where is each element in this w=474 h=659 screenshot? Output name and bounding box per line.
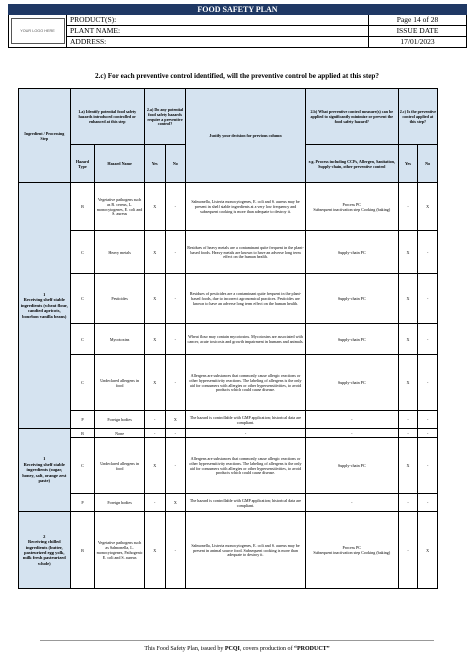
table-row [19, 512, 438, 589]
require-yes: X [144, 231, 165, 274]
control-measure: Process PC Subsequent inactivation step Cooking (baking) [305, 512, 398, 589]
applied-yes: - [398, 411, 418, 429]
footer-prefix: This Food Safety Plan, issued by [144, 646, 225, 652]
justify-header: Justify your decision for previous column [186, 89, 306, 183]
applied-no: - [418, 494, 438, 512]
logo-placeholder: YOUR LOGO HERE [11, 18, 65, 44]
require-no: - [165, 183, 186, 231]
require-yes: X [144, 183, 165, 231]
applied-no: - [418, 324, 438, 355]
footer-middle: , covers production of [239, 646, 294, 652]
processing-step-cell: 1 Receiving shelf stable ingredients (sugar, honey, salt, orange zest paste) [19, 429, 71, 512]
require-yes: - [144, 411, 165, 429]
control-measure: Process PC Subsequent inactivation step Cooking (baking) [305, 183, 398, 231]
table-row [19, 274, 438, 324]
require-no: - [165, 355, 186, 411]
hazard-name: None [95, 429, 145, 438]
hazard-type: P [70, 411, 95, 429]
table-row [19, 411, 438, 429]
require-yes: X [144, 438, 165, 494]
applied-no: - [418, 231, 438, 274]
justification: - [186, 429, 306, 438]
require-yes: - [144, 494, 165, 512]
hazard-name: Undeclared allergens in food [95, 355, 145, 411]
applied-yes-header: Yes [398, 145, 418, 183]
table-row [19, 429, 438, 438]
page-footer [0, 646, 474, 652]
require-yes: X [144, 355, 165, 411]
require-yes: X [144, 512, 165, 589]
require-yes: X [144, 274, 165, 324]
hazard-name: Vegetative pathogens such as B. cereus, L. monocytogenes, E. coli and S. aureus [95, 183, 145, 231]
control-measure: Supply-chain PC [305, 274, 398, 324]
page-number: Page 14 of 28 [369, 15, 467, 26]
applied-yes: X [398, 355, 418, 411]
applied-yes: X [398, 438, 418, 494]
applied-no: - [418, 411, 438, 429]
require-yes: X [144, 324, 165, 355]
justification: Residues of heavy metals are a contaminant quite frequent in the plant-based foods. Heavy metals are known to have an adverse long term effect on the human health. [186, 231, 306, 274]
require-no: - [165, 274, 186, 324]
issue-date-value: 17/01/2023 [369, 37, 467, 48]
control-measure: Supply-chain PC [305, 438, 398, 494]
hazard-type: C [70, 438, 95, 494]
justification: Salmonella, Listeria monocytogenes, E. coli and S. aureus may be present in shelf stable ingredients at a very low frequency and subsequent cooking is more than adequate to destroy it. [186, 183, 306, 231]
applied-no: - [418, 274, 438, 324]
process-example-header: e.g. Process including CCPs, Allergen, Sanitation, Supply-chain, other preventive control [305, 145, 398, 183]
hazard-name: Vegetative pathogens such as Salmonella, L. monocytogenes, Pathogenic E. coli and S. aureus [95, 512, 145, 589]
hazard-type: P [70, 494, 95, 512]
hazard-name-header: Hazard Name [95, 145, 145, 183]
hazard-name: Undeclared allergens in food [95, 438, 145, 494]
table-row [19, 438, 438, 494]
control-applied-header: 2.c) Is the preventive control applied at this step? [398, 89, 437, 145]
require-control-header: 2.a) Do any potential food safety hazards require a preventive control? [144, 89, 185, 145]
require-no: - [165, 438, 186, 494]
hazard-name: Foreign bodies [95, 411, 145, 429]
control-measure: Supply-chain PC [305, 355, 398, 411]
applied-yes: - [398, 429, 418, 438]
hazard-name: Foreign bodies [95, 494, 145, 512]
control-measure: - [305, 494, 398, 512]
hazard-type: C [70, 324, 95, 355]
issue-date-label: ISSUE DATE [369, 26, 467, 37]
table-row [19, 355, 438, 411]
control-measure: - [305, 411, 398, 429]
processing-step-cell: 2 Receiving chilled ingredients (butter, pasteurized egg yolk, milk fresh pasteurized whole) [19, 512, 71, 589]
require-no: - [165, 512, 186, 589]
require-no: X [165, 494, 186, 512]
justification: The hazard is controllable with GMP application; historical data are compliant. [186, 494, 306, 512]
require-no: X [165, 411, 186, 429]
require-no: - [165, 231, 186, 274]
applied-no: - [418, 355, 438, 411]
plant-name-label: PLANT NAME: [67, 26, 369, 37]
plan-title-banner: FOOD SAFETY PLAN [9, 5, 467, 15]
applied-no: X [418, 512, 438, 589]
require-no: - [165, 429, 186, 438]
table-row [19, 324, 438, 355]
applied-yes: - [398, 494, 418, 512]
justification: Residues of pesticides are a contaminant quite frequent in the plant-based foods, due to incorrect agronomical practices. Pesticides are known to have an adverse long term effect on the human health. [186, 274, 306, 324]
hazard-name: Mycotoxins [95, 324, 145, 355]
require-no: - [165, 324, 186, 355]
footer-divider [40, 640, 434, 641]
control-measures-header: 2.b) What preventive control measure(s) can be applied to significantly minimize or prevent the food safety hazard? [305, 89, 398, 145]
hazard-analysis-table [18, 88, 438, 589]
applied-no: X [418, 183, 438, 231]
hazard-name: Heavy metals [95, 231, 145, 274]
section-question: 2.c) For each preventive control identified, will the preventive control be applied at this step? [94, 72, 379, 80]
applied-yes: - [398, 512, 418, 589]
table-row [19, 183, 438, 231]
hazard-type: C [70, 274, 95, 324]
document-header [8, 4, 467, 48]
require-yes-header: Yes [144, 145, 165, 183]
footer-company: PCQI [224, 646, 240, 652]
hazard-type: C [70, 355, 95, 411]
applied-no: - [418, 438, 438, 494]
footer-product: “PRODUCT” [293, 646, 330, 652]
justification: Salmonella, Listeria monocytogenes, E. coli and S. aureus may be present in animal source food. Subsequent cooking is more than adequate to destroy it. [186, 512, 306, 589]
hazard-type: B [70, 429, 95, 438]
applied-no: - [418, 429, 438, 438]
control-measure: Supply-chain PC [305, 231, 398, 274]
hazard-type-header: Hazard Type [70, 145, 95, 183]
applied-no-header: No [418, 145, 438, 183]
justification: Wheat flour may contain mycotoxins. Mycotoxins are associated with cancer, acute toxicosis and growth impairment in humans and animals. [186, 324, 306, 355]
product-label: PRODUCT(S): [67, 15, 369, 26]
justification: The hazard is controllable with GMP application; historical data are compliant. [186, 411, 306, 429]
require-yes: - [144, 429, 165, 438]
hazard-type: B [70, 183, 95, 231]
justification: Allergens are substances that commonly cause allergic reactions or other hypersensitivity reactions. The labeling of allergens is the only aid for consumers with allergies or other hypersensitivities, to avoid products which could cause disease. [186, 355, 306, 411]
identify-hazards-header: 1.a) Identify potential food safety hazards introduced controlled or enhanced at this step [70, 89, 144, 145]
justification: Allergens are substances that commonly cause allergic reactions or other hypersensitivity reactions. The labeling of allergens is the only aid for consumers with allergies or other hypersensitivities, to avoid products which could cause disease. [186, 438, 306, 494]
applied-yes: X [398, 274, 418, 324]
logo-cell [9, 15, 67, 48]
require-no-header: No [165, 145, 186, 183]
applied-yes: X [398, 324, 418, 355]
table-row [19, 231, 438, 274]
control-measure: Supply-chain PC [305, 324, 398, 355]
ingredient-step-header: Ingredient / Processing Step [19, 89, 71, 183]
hazard-type: B [70, 512, 95, 589]
control-measure: - [305, 429, 398, 438]
applied-yes: - [398, 183, 418, 231]
hazard-name: Pesticides [95, 274, 145, 324]
hazard-type: C [70, 231, 95, 274]
address-label: ADDRESS: [67, 37, 369, 48]
table-row [19, 494, 438, 512]
processing-step-cell: 1 Receiving shelf stable ingredients (wheat flour, candied apricots, bourbon vanilla beans) [19, 183, 71, 429]
applied-yes: X [398, 231, 418, 274]
